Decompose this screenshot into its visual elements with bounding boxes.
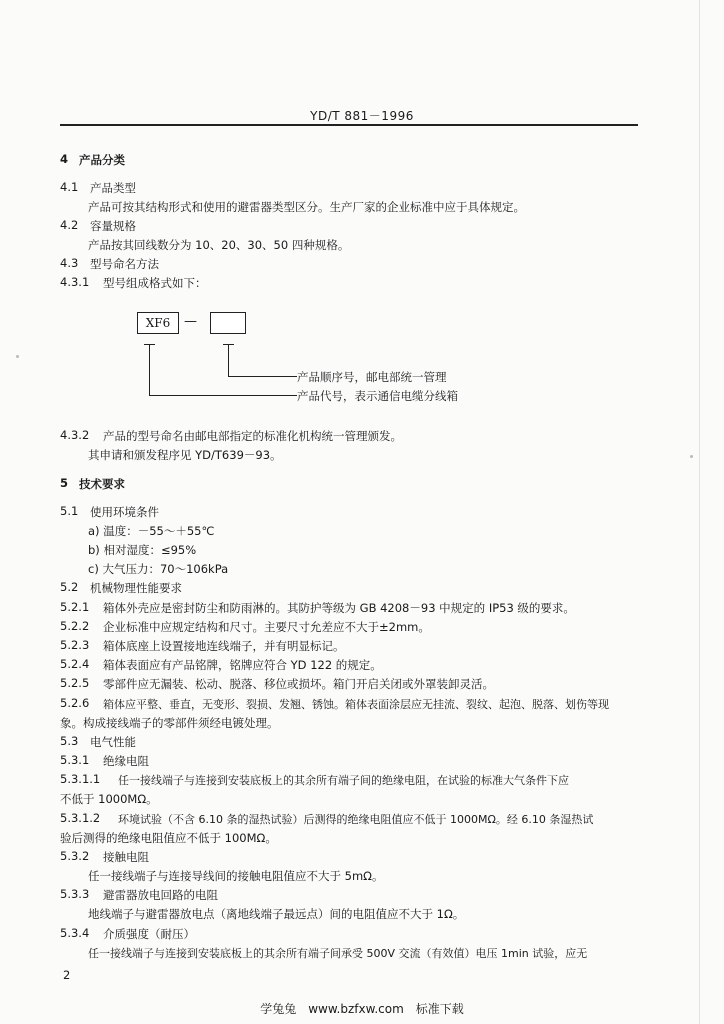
- section-4-3-title: 型号命名方法: [90, 257, 159, 271]
- section-5-3-1-1-number: 5.3.1.1: [60, 772, 101, 786]
- condition-temperature: a) 温度：－55～＋55℃: [88, 524, 215, 538]
- section-5-3-title: 电气性能: [90, 735, 136, 749]
- section-5-2-6-body: 箱体应平整、垂直，无变形、裂损、发翘、锈蚀。箱体表面涂层应无挂流、裂纹、起泡、脱落、划伤等现: [103, 698, 609, 711]
- model-prefix-label: XF6: [145, 316, 171, 330]
- section-5-2-1-body: 箱体外壳应是密封防尘和防雨淋的。其防护等级为 GB 4208－93 中规定的 IP53 级的要求。: [103, 601, 575, 615]
- section-5-1-number: 5.1: [60, 504, 79, 518]
- leader-line-1: [149, 395, 297, 396]
- section-5-2-2-number: 5.2.2: [60, 619, 90, 633]
- scan-speck: [690, 455, 693, 458]
- section-5-2-5-body: 零部件应无漏装、松动、脱落、移位或损坏。箱门开启关闭或外罩装卸灵活。: [103, 677, 494, 691]
- leader-line-2: [228, 376, 297, 377]
- section-5-3-3-body: 地线端子与避雷器放电点（离地线端子最远点）间的电阻值应不大于 1Ω。: [88, 907, 465, 921]
- section-5-3-4-title: 介质强度（耐压）: [103, 927, 195, 941]
- section-5-2-6-body-2: 象。构成接线端子的零部件须经电镀处理。: [60, 716, 279, 730]
- section-5-2-number: 5.2: [60, 580, 79, 594]
- section-5-3-2-number: 5.3.2: [60, 849, 90, 863]
- bracket-stem-1: [149, 344, 150, 396]
- section-5-2-6-number: 5.2.6: [60, 696, 90, 710]
- section-4-3-2-number: 4.3.2: [60, 428, 90, 442]
- section-4-3-1-title: 型号组成格式如下：: [103, 276, 207, 290]
- model-prefix-box: [137, 312, 179, 334]
- section-4-2-body: 产品按其回线数分为 10、20、30、50 四种规格。: [88, 238, 350, 252]
- section-5-2-2-body: 企业标准中应规定结构和尺寸。主要尺寸允差应不大于±2mm。: [103, 620, 430, 634]
- section-5-2-3-body: 箱体底座上设置接地连线端子，并有明显标记。: [103, 639, 345, 653]
- section-5-title: 技术要求: [79, 477, 125, 491]
- bracket-stem-2: [228, 344, 229, 377]
- section-5-1-title: 使用环境条件: [90, 505, 159, 519]
- section-5-3-1-2-body-2: 验后测得的绝缘电阻值应不低于 100MΩ。: [60, 831, 277, 845]
- section-4-1-body: 产品可按其结构形式和使用的避雷器类型区分。生产厂家的企业标准中应于具体规定。: [88, 200, 525, 214]
- section-5-3-1-2-body: 环境试验（不含 6.10 条的湿热试验）后测得的绝缘电阻值应不低于 1000MΩ。经 6.10 条湿热试: [118, 813, 594, 826]
- scan-speck: [16, 355, 19, 358]
- page-number: 2: [63, 968, 71, 982]
- section-4-1-title: 产品类型: [90, 181, 136, 195]
- section-5-3-1-title: 绝缘电阻: [103, 754, 149, 768]
- label-sequence-number: 产品顺序号，邮电部统一管理: [297, 370, 447, 384]
- section-5-number: 5: [60, 476, 69, 490]
- scan-edge-line: [699, 0, 700, 1024]
- section-4-3-2-body: 产品的型号命名由邮电部指定的标准化机构统一管理颁发。: [103, 429, 402, 443]
- section-5-3-2-title: 接触电阻: [103, 850, 149, 864]
- site-footer: 学兔兔 www.bzfxw.com 标准下载: [260, 1002, 464, 1016]
- section-4-3-1-number: 4.3.1: [60, 275, 90, 289]
- section-5-2-5-number: 5.2.5: [60, 676, 90, 690]
- section-4-2-title: 容量规格: [90, 219, 136, 233]
- label-product-code: 产品代号，表示通信电缆分线箱: [297, 389, 458, 403]
- document-code: YD/T 881－1996: [310, 109, 414, 123]
- model-dash: —: [184, 314, 197, 329]
- section-5-3-2-body: 任一接线端子与连接导线间的接触电阻值应不大于 5mΩ。: [88, 869, 384, 883]
- section-5-3-1-2-number: 5.3.1.2: [60, 811, 101, 825]
- condition-pressure: c) 大气压力：70～106kPa: [88, 562, 229, 576]
- section-5-3-number: 5.3: [60, 734, 79, 748]
- section-5-2-3-number: 5.2.3: [60, 638, 90, 652]
- section-5-3-3-number: 5.3.3: [60, 887, 90, 901]
- section-5-2-4-number: 5.2.4: [60, 657, 90, 671]
- header-rule: [60, 124, 638, 126]
- section-4-3-2-body-2: 其申请和颁发程序见 YD/T639－93。: [88, 448, 282, 462]
- section-5-2-4-body: 箱体表面应有产品铭牌，铭牌应符合 YD 122 的规定。: [103, 658, 382, 672]
- section-5-3-1-1-body: 任一接线端子与连接到安装底板上的其余所有端子间的绝缘电阻，在试验的标准大气条件下应: [118, 774, 569, 787]
- section-4-2-number: 4.2: [60, 218, 79, 232]
- section-4-number: 4: [60, 152, 69, 166]
- section-4-3-number: 4.3: [60, 256, 79, 270]
- section-5-3-1-1-body-2: 不低于 1000MΩ。: [60, 792, 158, 806]
- section-4-title: 产品分类: [79, 153, 125, 167]
- section-5-2-title: 机械物理性能要求: [90, 581, 182, 595]
- section-5-2-1-number: 5.2.1: [60, 600, 90, 614]
- condition-humidity: b) 相对湿度：≤95%: [88, 543, 197, 557]
- section-5-3-1-number: 5.3.1: [60, 753, 90, 767]
- section-5-3-4-number: 5.3.4: [60, 926, 90, 940]
- section-5-3-3-title: 避雷器放电回路的电阻: [103, 888, 218, 902]
- model-suffix-box: [210, 312, 246, 334]
- section-5-3-4-body: 任一接线端子与连接到安装底板上的其余所有端子间承受 500V 交流（有效值）电压 1min 试验，应无: [88, 947, 588, 960]
- section-4-1-number: 4.1: [60, 180, 79, 194]
